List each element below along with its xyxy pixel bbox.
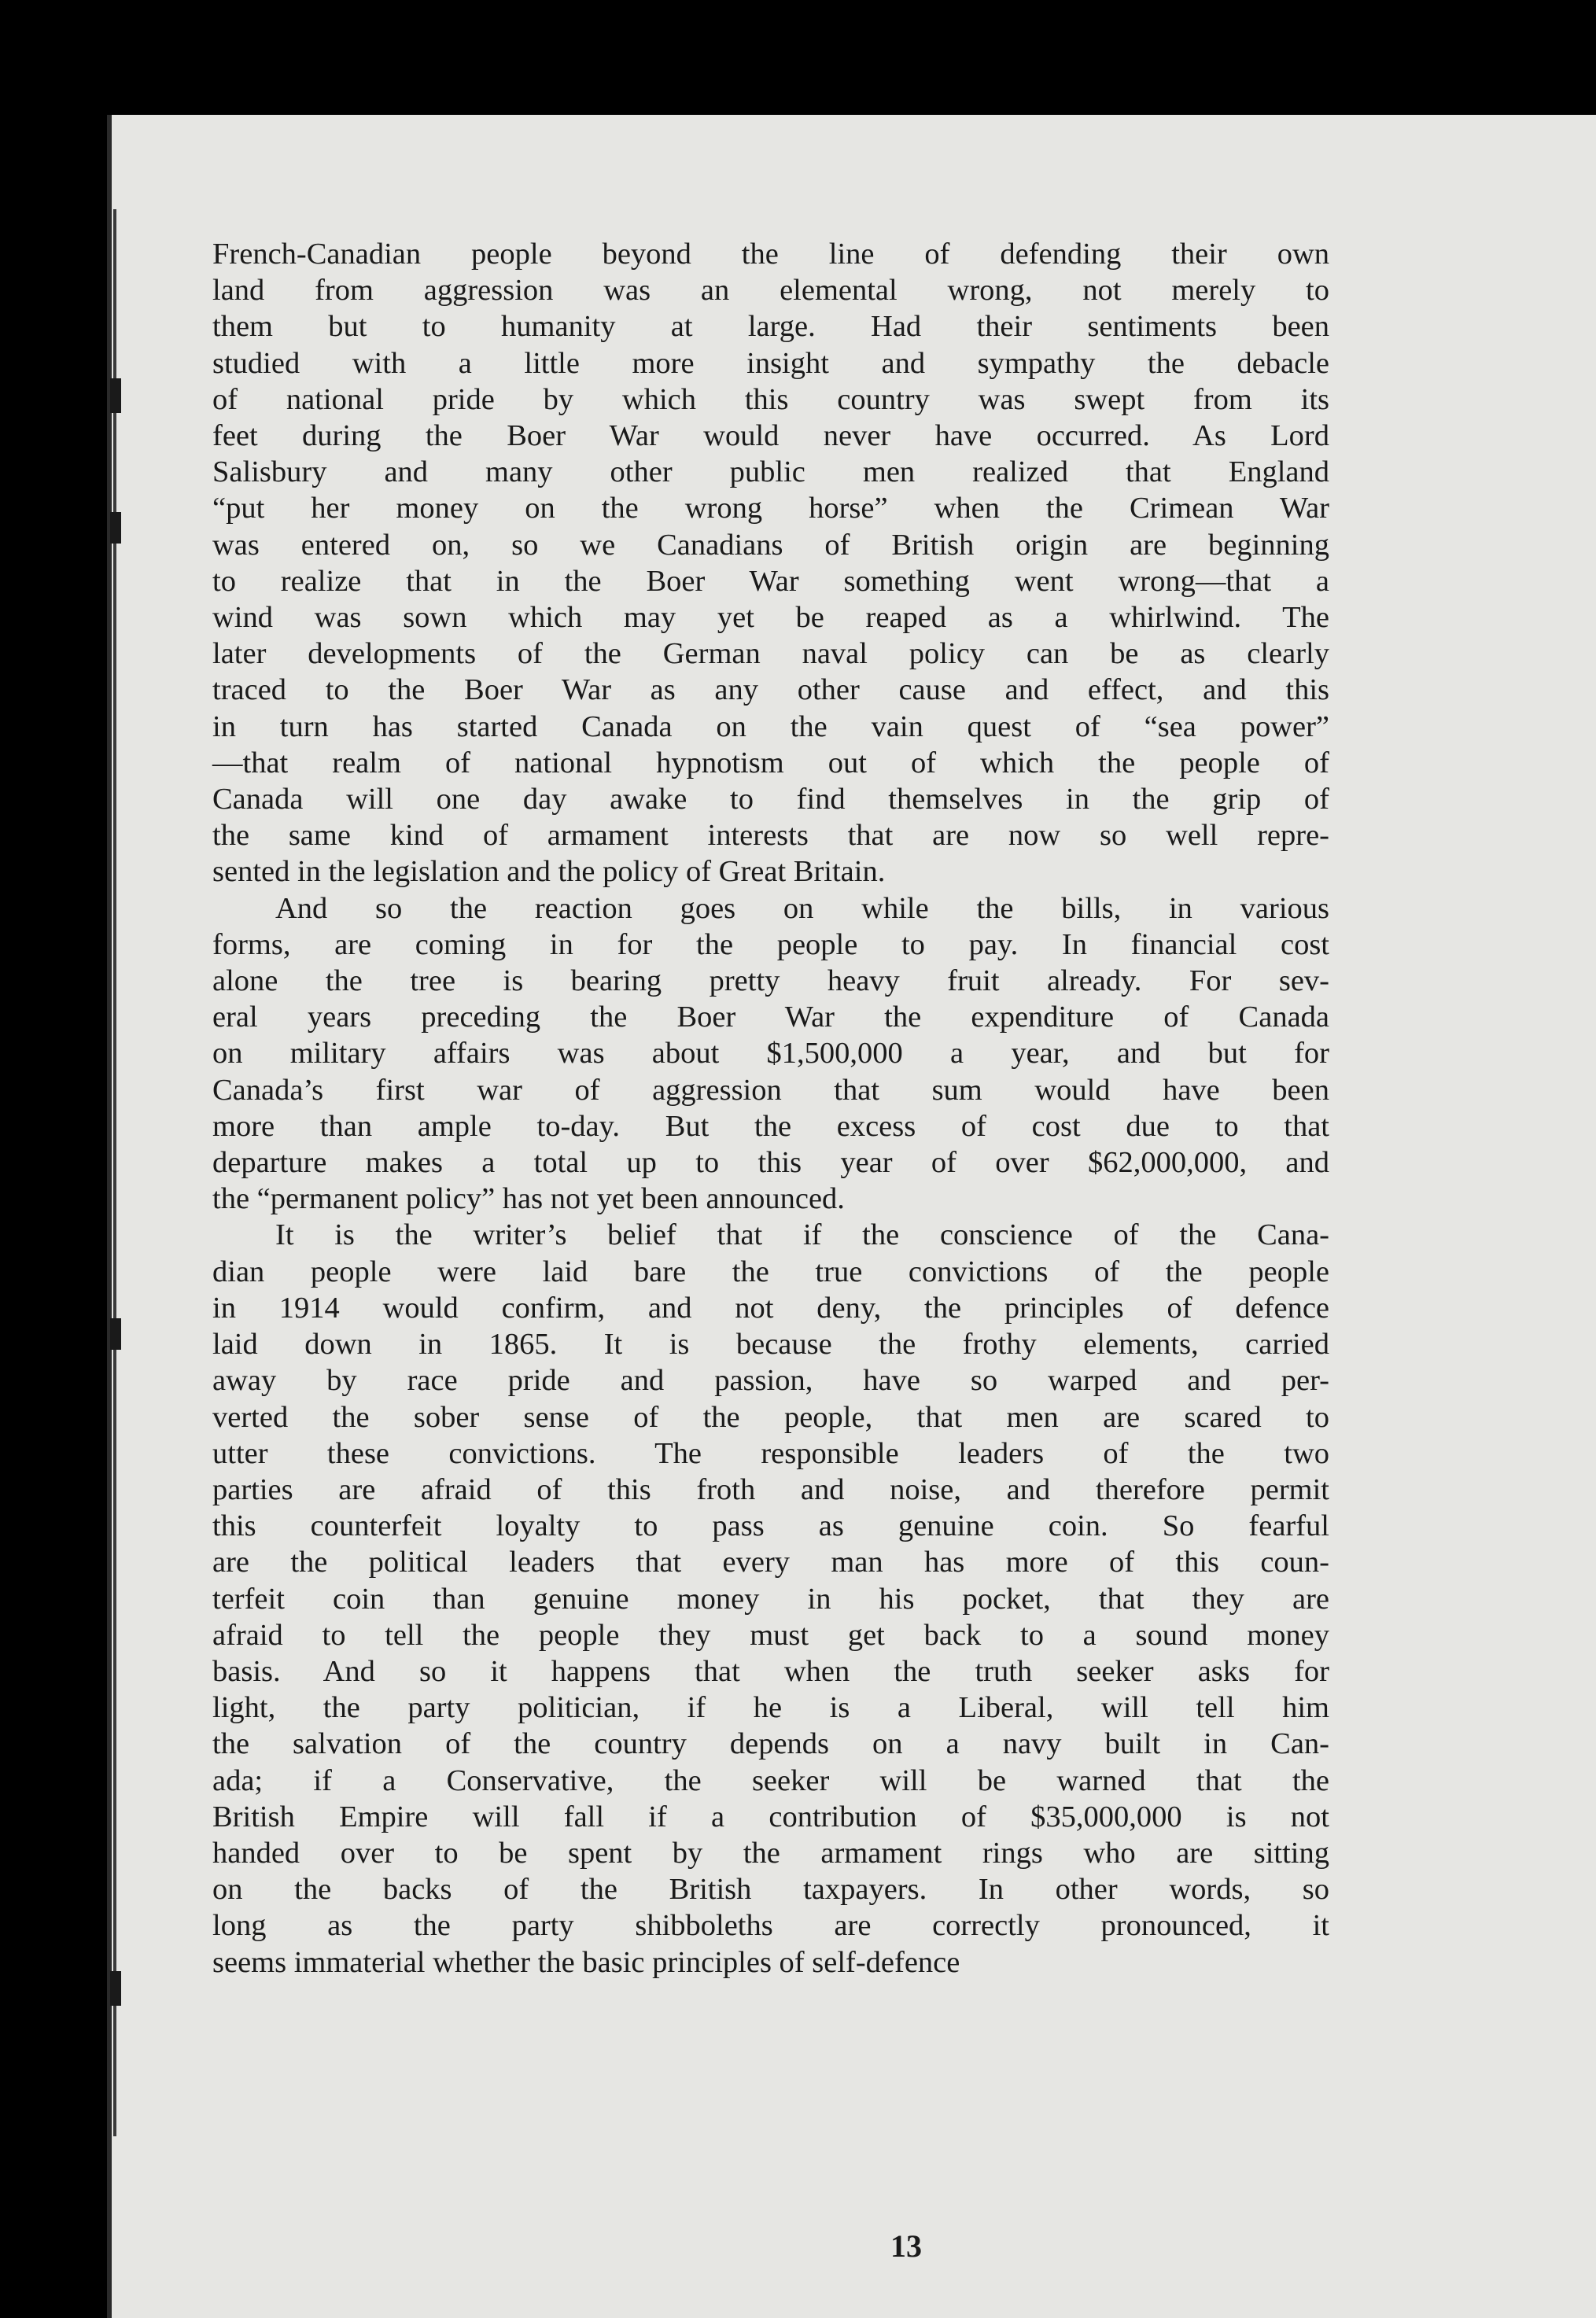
text-line: dian people were laid bare the true convictions of the people xyxy=(212,1255,1329,1288)
text-line: verted the sober sense of the people, that men are scared to xyxy=(212,1400,1329,1434)
text-line: seems immaterial whether the basic principles of self-defence xyxy=(212,1945,960,1979)
text-line: departure makes a total up to this year of over $62,000,000, and xyxy=(212,1146,1329,1180)
text-line: in turn has started Canada on the vain quest of “sea power” xyxy=(212,709,1329,743)
text-line: studied with a little more insight and sympathy the debacle xyxy=(212,346,1329,380)
text-line: terfeit coin than genuine money in his pocket, that they are xyxy=(212,1582,1329,1616)
text-line: of national pride by which this country was swept from its xyxy=(212,382,1329,416)
text-line: handed over to be spent by the armament rings who are sitting xyxy=(212,1836,1329,1870)
text-line: It is the writer’s belief that if the conscience of the Cana- xyxy=(275,1218,1329,1252)
text-line: wind was sown which may yet be reaped as a whirlwind. The xyxy=(212,601,1329,635)
text-line: the “permanent policy” has not yet been announced. xyxy=(212,1182,845,1216)
text-line: Canada will one day awake to find themselves in the grip of xyxy=(212,783,1329,816)
text-line: British Empire will fall if a contribution of $35,000,000 is not xyxy=(212,1800,1329,1833)
text-line: traced to the Boer War as any other cause and effect, and this xyxy=(212,673,1329,707)
text-line: afraid to tell the people they must get back to a sound money xyxy=(212,1618,1329,1652)
text-line: on military affairs was about $1,500,000 a year, and but for xyxy=(212,1037,1329,1071)
binding-mark xyxy=(113,209,116,2136)
text-line: sented in the legislation and the policy of Great Britain. xyxy=(212,855,886,889)
text-line: more than ample to-day. But the excess of cost due to that xyxy=(212,1109,1329,1143)
paragraph xyxy=(212,1217,1329,1980)
text-line: was entered on, so we Canadians of British origin are beginning xyxy=(212,528,1329,562)
text-line: the salvation of the country depends on a navy built in Can- xyxy=(212,1727,1329,1761)
text-line: —that realm of national hypnotism out of which the people of xyxy=(212,746,1329,779)
text-line: away by race pride and passion, have so warped and per- xyxy=(212,1364,1329,1398)
text-line: them but to humanity at large. Had their sentiments been xyxy=(212,310,1329,344)
text-line: parties are afraid of this froth and noise, and therefore permit xyxy=(212,1472,1329,1506)
text-line: long as the party shibboleths are correctly pronounced, it xyxy=(212,1909,1329,1943)
text-line: Salisbury and many other public men realized that England xyxy=(212,455,1329,489)
text-line: to realize that in the Boer War something went wrong—that a xyxy=(212,564,1329,598)
staple-mark xyxy=(110,1971,121,2006)
page-number: 13 xyxy=(890,2228,922,2264)
paragraph xyxy=(212,890,1329,1218)
text-line: are the political leaders that every man has more of this coun- xyxy=(212,1546,1329,1579)
text-line: later developments of the German naval policy can be as clearly xyxy=(212,637,1329,671)
staple-mark xyxy=(110,512,121,544)
text-line: laid down in 1865. It is because the frothy elements, carried xyxy=(212,1328,1329,1362)
paragraph xyxy=(212,236,1329,890)
text-line: And so the reaction goes on while the bills, in various xyxy=(275,891,1329,925)
text-line: feet during the Boer War would never have occurred. As Lord xyxy=(212,419,1329,453)
text-line: ada; if a Conservative, the seeker will be warned that the xyxy=(212,1763,1329,1797)
text-line: the same kind of armament interests that are now so well repre- xyxy=(212,819,1329,853)
text-line: French-Canadian people beyond the line of defending their own xyxy=(212,238,1329,271)
body-text xyxy=(212,236,1329,1981)
text-line: in 1914 would confirm, and not deny, the principles of defence xyxy=(212,1291,1329,1325)
text-line: this counterfeit loyalty to pass as genuine coin. So fearful xyxy=(212,1509,1329,1543)
text-line: forms, are coming in for the people to pay. In financial cost xyxy=(212,927,1329,961)
text-line: utter these convictions. The responsible leaders of the two xyxy=(212,1436,1329,1470)
text-line: on the backs of the British taxpayers. In other words, so xyxy=(212,1873,1329,1907)
text-line: Canada’s first war of aggression that sum would have been xyxy=(212,1073,1329,1107)
staple-mark xyxy=(110,378,121,413)
text-line: eral years preceding the Boer War the expenditure of Canada xyxy=(212,1001,1329,1034)
text-line: “put her money on the wrong horse” when the Crimean War xyxy=(212,492,1329,525)
text-line: alone the tree is bearing pretty heavy fruit already. For sev- xyxy=(212,964,1329,998)
staple-mark xyxy=(110,1318,121,1350)
text-line: basis. And so it happens that when the truth seeker asks for xyxy=(212,1654,1329,1688)
text-line: land from aggression was an elemental wrong, not merely to xyxy=(212,274,1329,308)
text-line: light, the party politician, if he is a Liberal, will tell him xyxy=(212,1691,1329,1725)
